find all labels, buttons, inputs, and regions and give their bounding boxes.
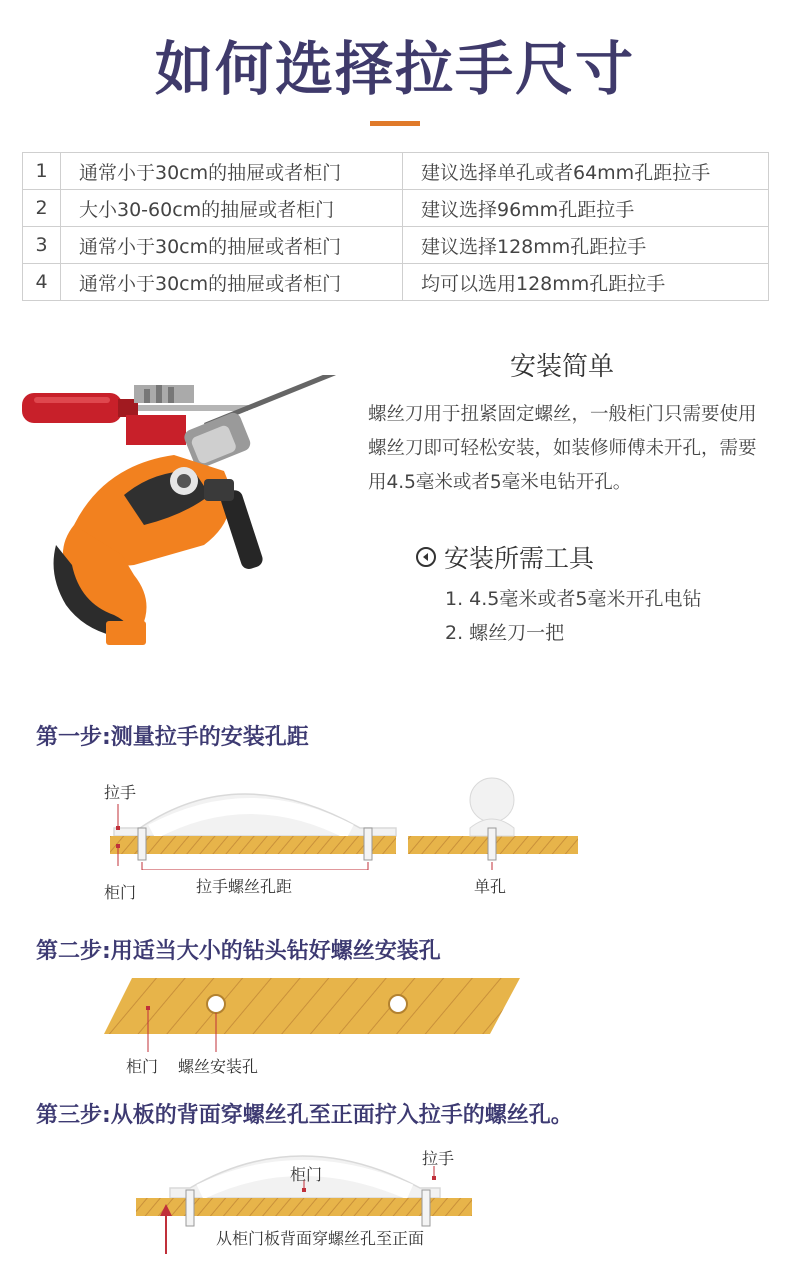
recommendation-cell: 建议选择128mm孔距拉手: [403, 227, 769, 264]
row-number: 1: [23, 153, 61, 190]
screw-icon: [422, 1190, 430, 1226]
step2-diagram: [100, 976, 524, 1076]
screw-icon: [138, 828, 146, 860]
cabinet-size-cell: 大小30-60cm的抽屉或者柜门: [61, 190, 403, 227]
table-row: [23, 190, 769, 227]
label-handle: 拉手: [104, 783, 137, 802]
install-heading: 安装简单: [510, 352, 615, 382]
table-row: [23, 153, 769, 190]
page-title: 如何选择拉手尺寸: [154, 35, 635, 103]
recommendation-cell: 建议选择96mm孔距拉手: [403, 190, 769, 227]
recommendation-cell: 均可以选用128mm孔距拉手: [403, 264, 769, 301]
screw-icon: [488, 828, 496, 860]
cabinet-size-cell: 通常小于30cm的抽屉或者柜门: [61, 264, 403, 301]
tool-item: 2. 螺丝刀一把: [445, 622, 565, 644]
label-cabinet: 柜门: [126, 1057, 159, 1076]
row-number: 4: [23, 264, 61, 301]
cabinet-board: [110, 836, 396, 854]
size-table: [22, 152, 769, 301]
title-underline: [370, 121, 420, 126]
step3-title: 第三步:从板的背面穿螺丝孔至正面拧入拉手的螺丝孔。: [36, 1103, 573, 1128]
cabinet-board: [104, 978, 520, 1034]
cabinet-size-cell: 通常小于30cm的抽屉或者柜门: [61, 153, 403, 190]
recommendation-cell: 建议选择单孔或者64mm孔距拉手: [403, 153, 769, 190]
screw-icon: [186, 1190, 194, 1226]
label-handle: 拉手: [422, 1149, 455, 1168]
label-through-hole: 从柜门板背面穿螺丝孔至正面: [216, 1229, 425, 1248]
label-single-hole: 单孔: [474, 877, 507, 896]
tools-heading: 安装所需工具: [444, 544, 595, 573]
table-row: [23, 264, 769, 301]
drill-screwdriver-illustration: [14, 375, 354, 665]
tool-item: 1. 4.5毫米或者5毫米开孔电钻: [445, 588, 702, 610]
screw-hole-icon: [389, 995, 407, 1013]
step2-title: 第二步:用适当大小的钻头钻好螺丝安装孔: [36, 939, 441, 964]
install-description: 螺丝刀用于扭紧固定螺丝，一般柜门只需要使用螺丝刀即可轻松安装，如装修师傅未开孔，需要用4.5毫米或者5毫米电钻开孔。: [368, 404, 757, 493]
back-circle-icon: [416, 547, 436, 567]
step1-title: 第一步:测量拉手的安装孔距: [36, 725, 309, 750]
label-cabinet: 柜门: [290, 1165, 323, 1184]
label-screw-hole: 螺丝安装孔: [178, 1057, 259, 1076]
row-number: 3: [23, 227, 61, 264]
label-cabinet: 柜门: [104, 883, 137, 902]
label-hole-spacing: 拉手螺丝孔距: [196, 877, 293, 896]
step1-diagram: [100, 770, 590, 870]
table-row: [23, 227, 769, 264]
row-number: 2: [23, 190, 61, 227]
screw-icon: [364, 828, 372, 860]
tools-heading-row: [416, 540, 594, 574]
cabinet-size-cell: 通常小于30cm的抽屉或者柜门: [61, 227, 403, 264]
screw-hole-icon: [207, 995, 225, 1013]
